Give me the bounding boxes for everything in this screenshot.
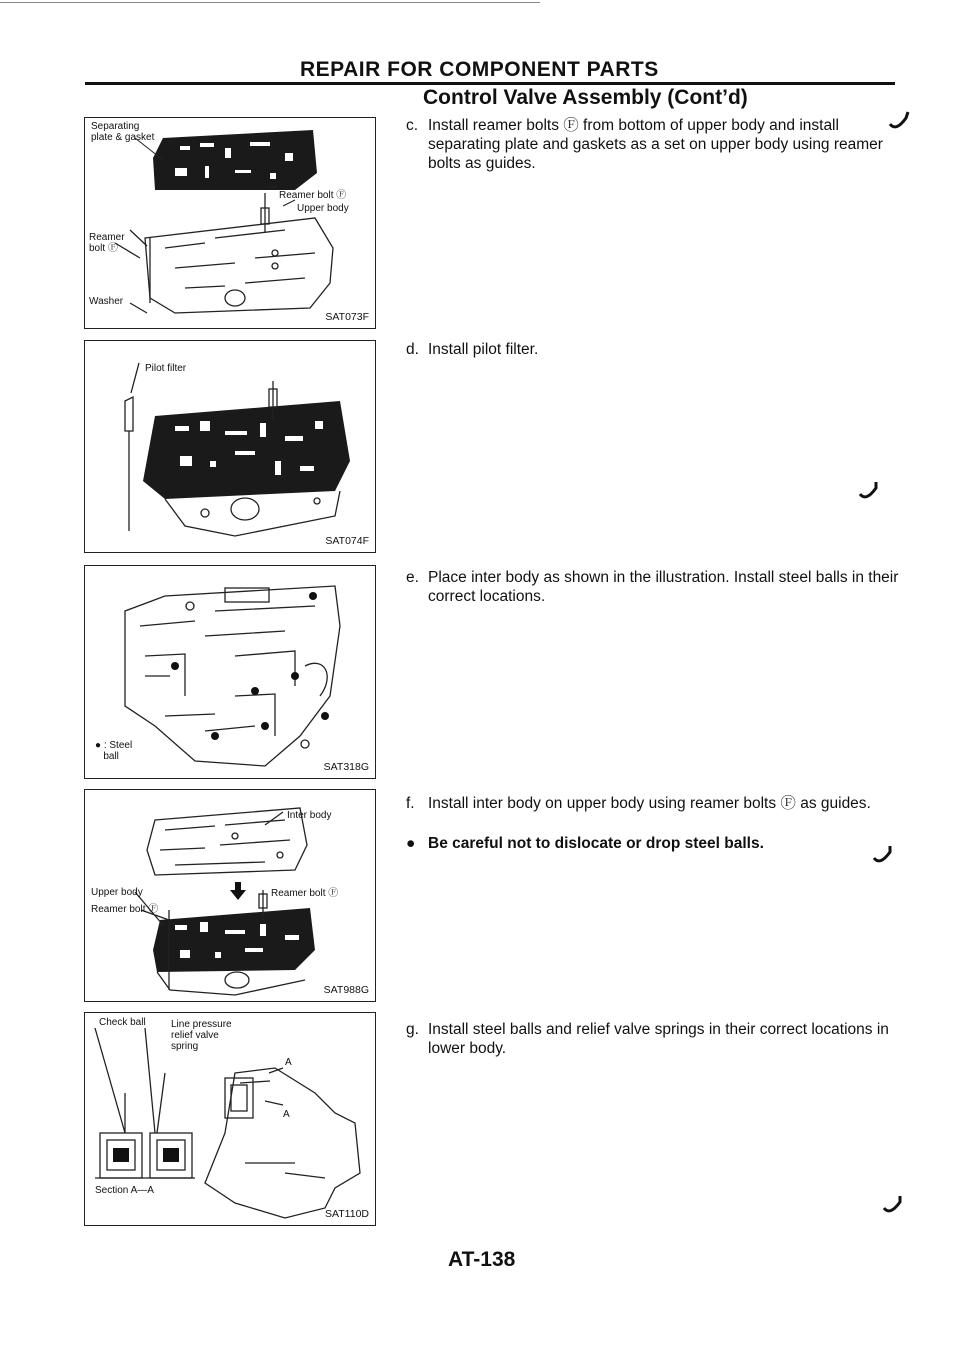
step-text: Install steel balls and relief valve springs in their correct locations in lower body. [428, 1021, 889, 1057]
figure-code: SAT988G [323, 984, 369, 996]
figure-code: SAT318G [323, 761, 369, 773]
step-f [406, 794, 906, 813]
pilot-filter-illustration [85, 341, 375, 552]
step-d [406, 340, 906, 359]
label-pilot-filter: Pilot filter [145, 363, 187, 374]
bullet-marker: ● [406, 835, 416, 852]
caution-text: Be careful not to dislocate or drop steel balls. [428, 835, 764, 852]
separating-plate-illustration [85, 118, 375, 328]
label-section-a-bottom: A [283, 1109, 290, 1120]
figure-sat074f [84, 340, 376, 553]
step-g [406, 1020, 906, 1058]
step-e [406, 568, 906, 606]
label-reamer-bolt-left: Reamer bolt Ⓕ [91, 904, 159, 915]
step-text: Place inter body as shown in the illustration. Install steel balls in their correct locations. [428, 569, 899, 605]
step-text: Install inter body on upper body using reamer bolts Ⓕ as guides. [428, 795, 871, 812]
header-rule [85, 82, 895, 85]
label-reamer-bolt: Reamer bolt Ⓕ [279, 190, 347, 201]
label-line-pressure-spring: Line pressure relief valve spring [171, 1019, 232, 1052]
figure-sat318g [84, 565, 376, 779]
step-c [406, 116, 906, 173]
caution-bullet [406, 834, 906, 853]
check-mark-icon [870, 842, 894, 868]
check-mark-icon [880, 1192, 904, 1218]
check-mark-icon [856, 478, 880, 504]
label-reamer-bolt-left: Reamer bolt Ⓕ [89, 232, 125, 254]
figure-sat073f [84, 117, 376, 329]
figure-code: SAT074F [325, 535, 369, 547]
step-marker: e. [406, 569, 419, 586]
step-text: Install pilot filter. [428, 341, 539, 358]
step-marker: d. [406, 341, 419, 358]
step-text: Install reamer bolts Ⓕ from bottom of upper body and install separating plate and gaskets as a set on upper body using reamer bolts as guides. [428, 117, 883, 172]
page-subtitle: Control Valve Assembly (Cont’d) [423, 86, 748, 109]
label-check-ball: Check ball [99, 1017, 146, 1028]
label-section-a-top: A [285, 1057, 292, 1068]
figure-code: SAT073F [325, 311, 369, 323]
label-washer: Washer [89, 296, 124, 307]
label-section-a-a: Section A—A [95, 1185, 154, 1196]
figure-sat110d [84, 1012, 376, 1226]
figure-sat988g [84, 789, 376, 1002]
figure-code: SAT110D [325, 1208, 369, 1220]
step-marker: f. [406, 795, 415, 812]
label-separating-plate: Separating plate & gasket [91, 121, 155, 143]
check-mark-icon [886, 108, 910, 134]
label-upper-body: Upper body [297, 203, 349, 214]
top-rule [0, 2, 540, 3]
label-reamer-bolt-right: Reamer bolt Ⓕ [271, 888, 339, 899]
label-inter-body: Inter body [287, 810, 332, 821]
section-title: REPAIR FOR COMPONENT PARTS [300, 58, 659, 81]
label-upper-body: Upper body [91, 887, 143, 898]
page-number: AT-138 [448, 1248, 516, 1271]
step-marker: c. [406, 117, 419, 134]
label-steel-ball: ● : Steel ball [95, 740, 133, 762]
step-marker: g. [406, 1021, 419, 1038]
